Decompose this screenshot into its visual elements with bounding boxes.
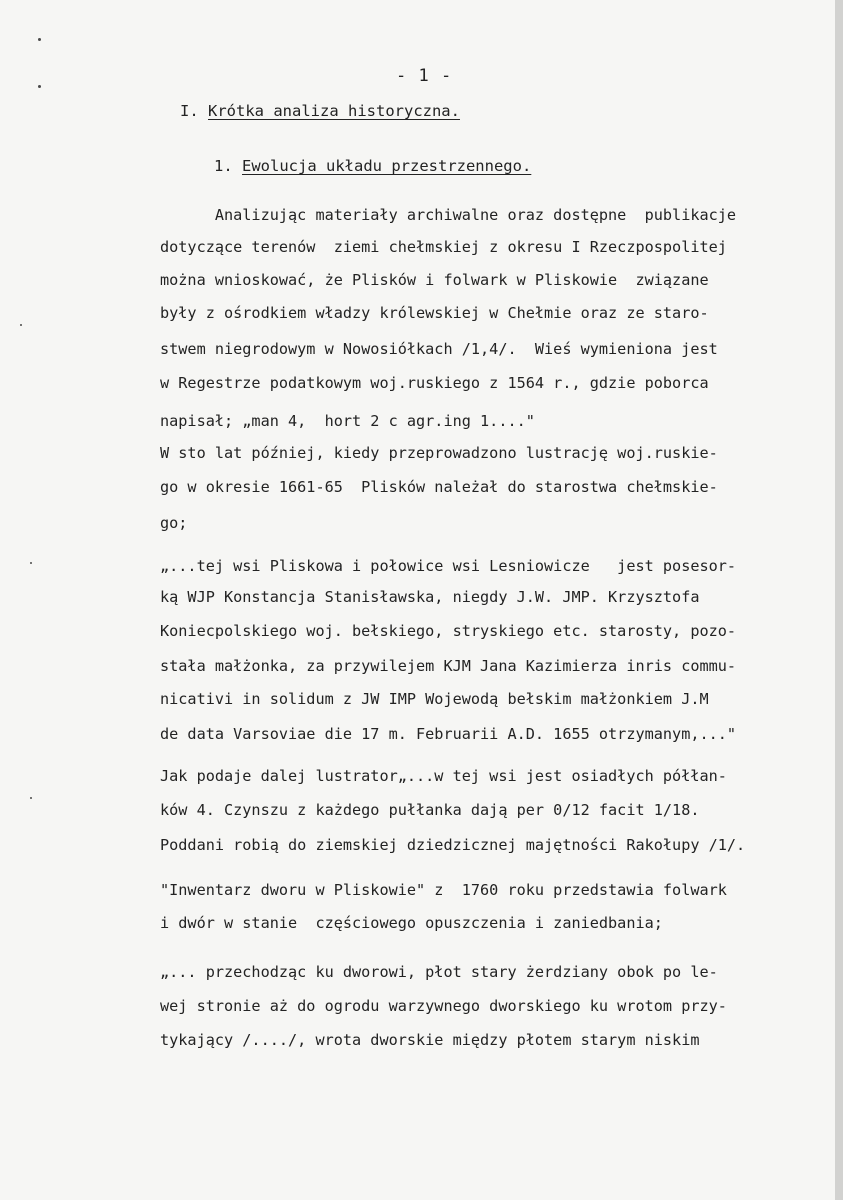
- body-line: stała małżonka, za przywilejem KJM Jana Kazimierza inris commu-: [160, 657, 737, 675]
- body-line: ków 4. Czynszu z każdego pułłanka dają per 0/12 facit 1/18.: [160, 801, 700, 819]
- body-line: Koniecpolskiego woj. bełskiego, stryskiego etc. starosty, pozo-: [160, 622, 737, 640]
- scan-speck: [20, 324, 22, 326]
- body-line: „... przechodząc ku dworowi, płot stary żerdziany obok po le-: [160, 963, 718, 981]
- body-line: Jak podaje dalej lustrator„...w tej wsi jest osiadłych półłan-: [160, 767, 727, 785]
- body-line: można wnioskować, że Plisków i folwark w Pliskowie związane: [160, 271, 709, 289]
- section-heading: [180, 102, 460, 120]
- subsection-heading: [214, 157, 531, 175]
- body-line: W sto lat później, kiedy przeprowadzono lustrację woj.ruskie-: [160, 444, 718, 462]
- page-number: - 1 -: [396, 66, 453, 86]
- body-line: wej stronie aż do ogrodu warzywnego dworskiego ku wrotom przy-: [160, 997, 727, 1015]
- body-line: go;: [160, 514, 188, 532]
- body-line: Poddani robią do ziemskiej dziedzicznej majętności Rakołupy /1/.: [160, 836, 746, 854]
- body-line: tykający /..../, wrota dworskie między płotem starym niskim: [160, 1031, 700, 1049]
- subsection-number: 1.: [214, 157, 233, 175]
- subsection-title: Ewolucja układu przestrzennego.: [242, 157, 532, 175]
- body-line: „...tej wsi Pliskowa i połowice wsi Lesniowicze jest posesor-: [160, 557, 737, 575]
- scan-edge: [835, 0, 843, 1200]
- body-line: nicativi in solidum z JW IMP Wojewodą bełskim małżonkiem J.M: [160, 690, 709, 708]
- body-line: go w okresie 1661-65 Plisków należał do starostwa chełmskie-: [160, 478, 718, 496]
- scan-speck: [38, 85, 41, 88]
- body-line: Analizując materiały archiwalne oraz dostępne publikacje: [160, 206, 737, 224]
- body-line: i dwór w stanie częściowego opuszczenia i zaniedbania;: [160, 914, 663, 932]
- scan-speck: [38, 38, 41, 41]
- body-line: de data Varsoviae die 17 m. Februarii A.D. 1655 otrzymanym,...": [160, 725, 737, 743]
- body-line: "Inwentarz dworu w Pliskowie" z 1760 roku przedstawia folwark: [160, 881, 727, 899]
- body-line: napisał; „man 4, hort 2 c agr.ing 1....": [160, 412, 535, 430]
- body-line: stwem niegrodowym w Nowosiółkach /1,4/. Wieś wymieniona jest: [160, 340, 718, 358]
- scan-speck: [30, 797, 32, 799]
- section-number: I.: [180, 102, 199, 120]
- body-line: w Regestrze podatkowym woj.ruskiego z 1564 r., gdzie poborca: [160, 374, 709, 392]
- body-line: dotyczące terenów ziemi chełmskiej z okresu I Rzeczpospolitej: [160, 238, 727, 256]
- scan-speck: [30, 562, 32, 564]
- body-line: ką WJP Konstancja Stanisławska, niegdy J.W. JMP. Krzysztofa: [160, 588, 700, 606]
- body-line: były z ośrodkiem władzy królewskiej w Chełmie oraz ze staro-: [160, 304, 709, 322]
- section-title: Krótka analiza historyczna.: [208, 102, 460, 120]
